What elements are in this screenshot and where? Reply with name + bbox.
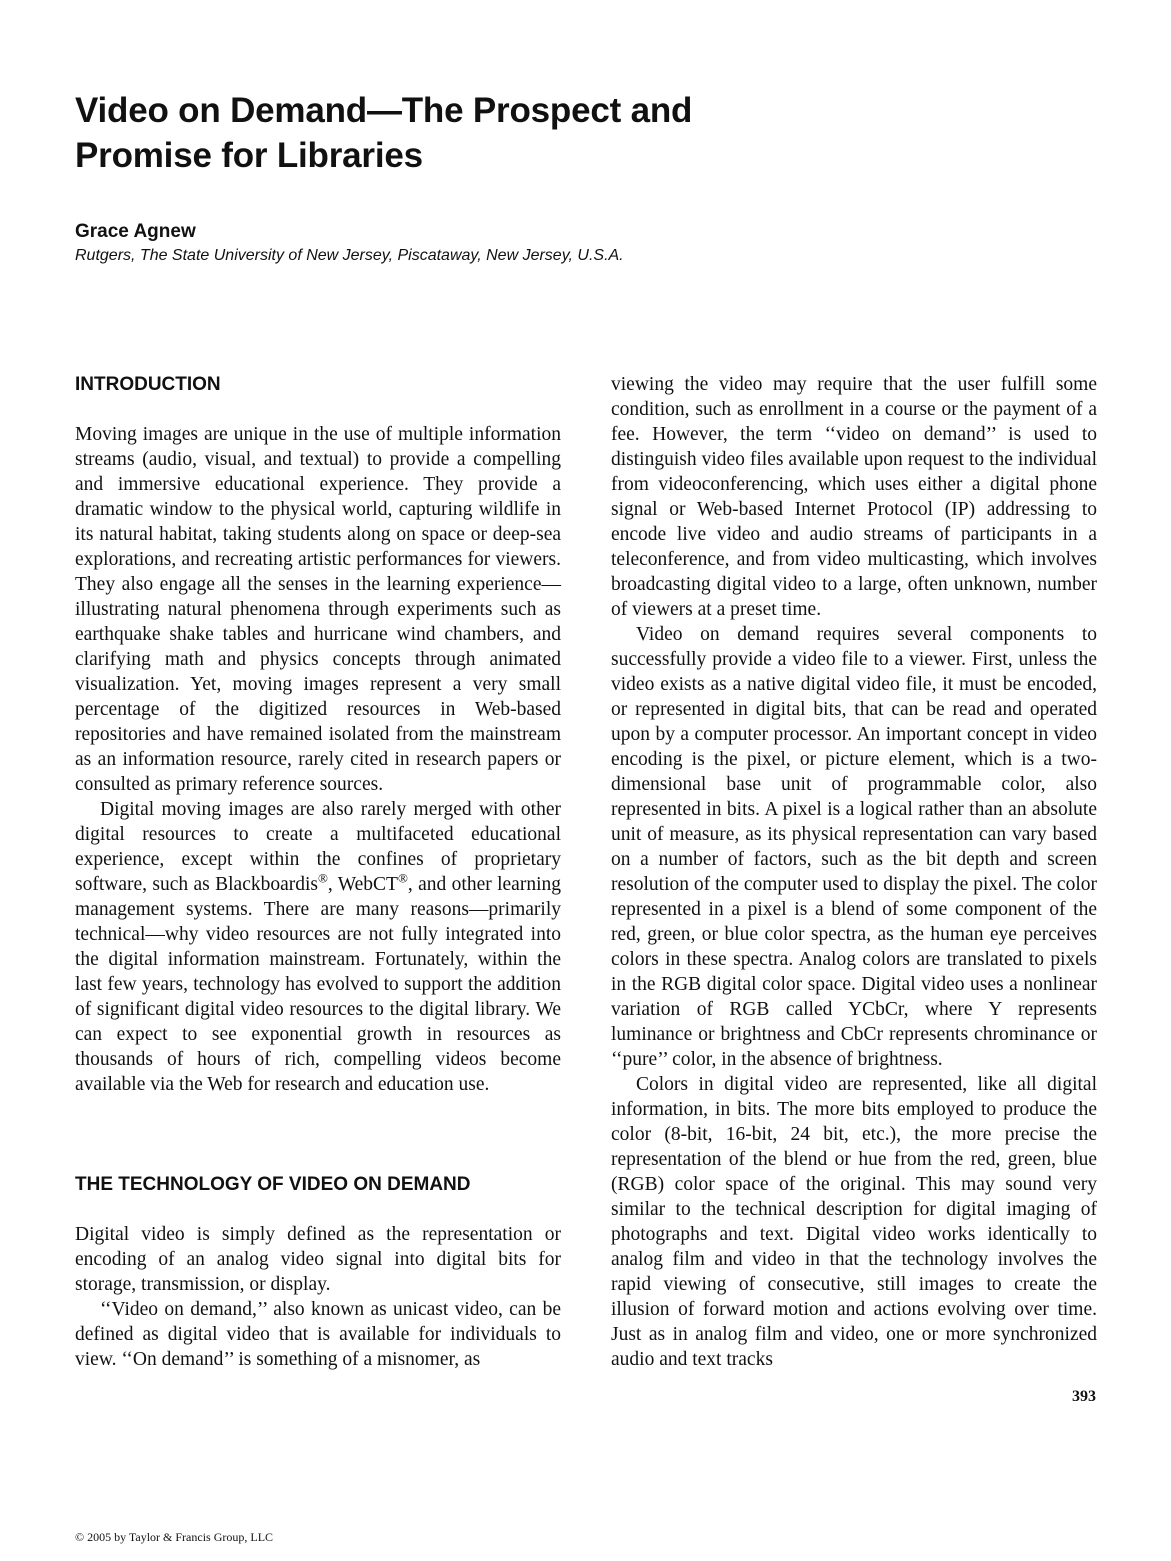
registered-mark: ®	[397, 870, 408, 886]
article-title	[75, 88, 775, 178]
section-heading-introduction: INTRODUCTION	[75, 374, 221, 395]
paragraph-text: , WebCT	[327, 874, 398, 895]
page-number: 393	[1072, 1388, 1096, 1405]
left-column	[75, 372, 561, 1372]
title-line-2: Promise for Libraries	[75, 136, 423, 175]
paragraph-text: Digital moving images are also rarely merged with other digital resources to create a multifaceted educational experience, except within the confines of proprietary software, such as Blackboardis	[75, 799, 561, 895]
right-column	[611, 372, 1097, 1372]
registered-mark: ®	[318, 870, 328, 886]
paragraph: viewing the video may require that the user fulfill some condition, such as enrollment in a course or the payment of a fee. However, the term ‘‘video on demand’’ is used to distinguish video files available upon request to the individual from videoconferencing, which uses either a digital phone signal or Web-based Internet Protocol (IP) addressing to encode live video and audio streams of participants in a teleconference, and from video multicasting, which involves broadcasting digital video to a large, often unknown, number of viewers at a preset time.	[611, 374, 1097, 620]
paragraph: Moving images are unique in the use of multiple information streams (audio, visual, and textual) to provide a compelling and immersive educational experience. They provide a dramatic window to the physical world, capturing wildlife in its natural habitat, taking students along on space or deep-sea explorations, and recreating artistic performances for viewers. They also engage all the senses in the learning experience—illustrating natural phenomena through experiments such as earthquake shake tables and hurricane wind chambers, and clarifying math and physics concepts through animated visualization. Yet, moving images represent a very small percentage of the digitized resources in Web-based repositories and have remained isolated from the mainstream as an information resource, rarely cited in research papers or consulted as primary reference sources.	[75, 424, 561, 795]
section-heading-technology: THE TECHNOLOGY OF VIDEO ON DEMAND	[75, 1174, 471, 1195]
paragraph-text: , and other learning management systems. There are many reasons—primarily technical—why video resources are not fully integrated into the digital information mainstream. Fortunately, within the last few years, technology has evolved to support the addition of significant digital video resources to the digital library. We can expect to see exponential growth in resources as thousands of hours of rich, compelling videos become available via the Web for research and education use.	[75, 874, 561, 1095]
paragraph: Video on demand requires several components to successfully provide a video file to a viewer. First, unless the video exists as a native digital video file, it must be encoded, or represented in digital bits, that can be read and operated upon by a computer processor. An important concept in video encoding is the pixel, or picture element, which is a two-dimensional base unit of programmable color, also represented in bits. A pixel is a logical rather than an absolute unit of measure, as its physical representation can vary based on a number of factors, such as the bit depth and screen resolution of the computer used to display the pixel. The color represented in a pixel is a blend of some component of the red, green, or blue color spectra, as the human eye perceives colors in these spectra. Analog colors are translated to pixels in the RGB digital color space. Digital video uses a nonlinear variation of RGB called YCbCr, where Y represents luminance or brightness and CbCr represents chrominance or ‘‘pure’’ color, in the absence of brightness.	[611, 624, 1097, 1070]
paragraph: Colors in digital video are represented, like all digital information, in bits. The more bits employed to produce the color (8-bit, 16-bit, 24 bit, etc.), the more precise the representation of the blend or hue from the red, green, blue (RGB) color space of the original. This may sound very similar to the technical description for digital imaging of photographs and text. Digital video works identically to analog film and video in that the technology involves the rapid viewing of consecutive, still images to create the illusion of forward motion and actions evolving over time. Just as in analog film and video, one or more synchronized audio and text tracks	[611, 1074, 1097, 1370]
paragraph: ‘‘Video on demand,’’ also known as unicast video, can be defined as digital video that is available for individuals to view. ‘‘On demand’’ is something of a misnomer, as	[75, 1299, 561, 1370]
author-name: Grace Agnew	[75, 221, 196, 242]
copyright-notice: © 2005 by Taylor & Francis Group, LLC	[75, 1530, 274, 1544]
paragraph	[75, 797, 561, 1097]
author-affiliation: Rutgers, The State University of New Jersey, Piscataway, New Jersey, U.S.A.	[75, 247, 624, 264]
paragraph: Digital video is simply defined as the representation or encoding of an analog video signal into digital bits for storage, transmission, or display.	[75, 1224, 561, 1295]
title-line-1: Video on Demand—The Prospect and	[75, 91, 693, 130]
